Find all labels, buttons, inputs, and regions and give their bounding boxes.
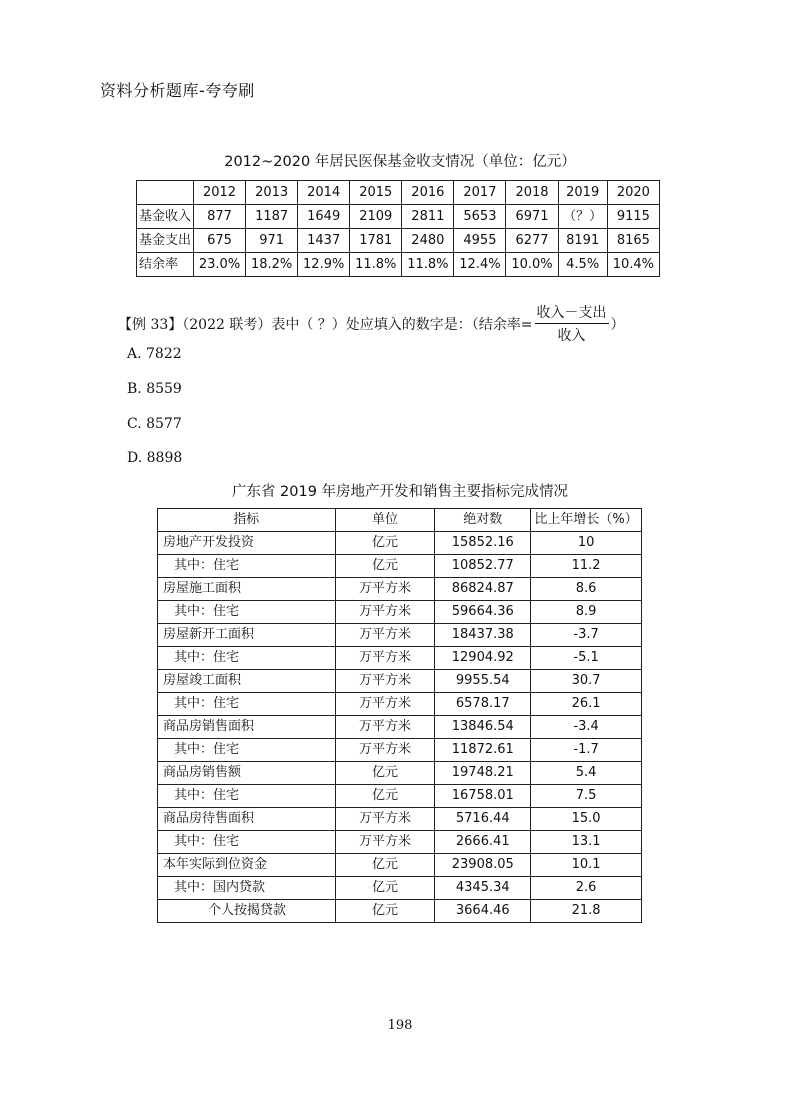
table-row	[158, 647, 642, 670]
growth-cell: 8.9	[531, 601, 642, 624]
unit-cell: 亿元	[335, 877, 435, 900]
unit-cell: 亿元	[335, 785, 435, 808]
absolute-value-cell: 6578.17	[435, 693, 531, 716]
table-row	[158, 808, 642, 831]
absolute-value-cell: 4345.34	[435, 877, 531, 900]
page-header: 资料分析题库-夸夸刷	[100, 81, 255, 100]
growth-cell: -3.7	[531, 624, 642, 647]
table-cell: 8191	[558, 229, 607, 253]
unit-cell: 亿元	[335, 900, 435, 923]
indicator-name: 房屋竣工面积	[158, 670, 336, 693]
absolute-value-cell: 10852.77	[435, 555, 531, 578]
growth-cell: 2.6	[531, 877, 642, 900]
absolute-value-cell: 59664.36	[435, 601, 531, 624]
growth-cell: 10	[531, 532, 642, 555]
absolute-value-cell: 18437.38	[435, 624, 531, 647]
indicator-name: 其中：住宅	[158, 739, 336, 762]
fraction-denominator: 收入	[557, 328, 586, 344]
growth-cell: 15.0	[531, 808, 642, 831]
table-cell: 877	[194, 205, 246, 229]
table-cell: （？）	[558, 205, 607, 229]
row-label: 结余率	[137, 253, 194, 277]
column-header: 指标	[158, 509, 336, 532]
table-cell: 10.0%	[506, 253, 558, 277]
unit-cell: 万平方米	[335, 739, 435, 762]
column-header: 比上年增长（%）	[531, 509, 642, 532]
indicator-name: 房屋新开工面积	[158, 624, 336, 647]
absolute-value-cell: 16758.01	[435, 785, 531, 808]
table-row	[158, 624, 642, 647]
column-header: 绝对数	[435, 509, 531, 532]
growth-cell: 11.2	[531, 555, 642, 578]
table1-year-header: 2013	[246, 181, 298, 205]
table1-year-header: 2014	[298, 181, 350, 205]
table-cell: 8165	[607, 229, 659, 253]
table-cell: 18.2%	[246, 253, 298, 277]
absolute-value-cell: 13846.54	[435, 716, 531, 739]
unit-cell: 万平方米	[335, 670, 435, 693]
question-suffix: ）	[610, 316, 625, 333]
absolute-value-cell: 86824.87	[435, 578, 531, 601]
table-row	[158, 739, 642, 762]
growth-cell: 5.4	[531, 762, 642, 785]
page-number: 198	[387, 1018, 413, 1033]
table-cell: 12.4%	[454, 253, 506, 277]
absolute-value-cell: 12904.92	[435, 647, 531, 670]
table-cell: 12.9%	[298, 253, 350, 277]
table-row	[158, 670, 642, 693]
option-c: C. 8577	[127, 416, 182, 432]
growth-cell: 26.1	[531, 693, 642, 716]
indicator-name: 房地产开发投资	[158, 532, 336, 555]
unit-cell: 亿元	[335, 762, 435, 785]
unit-cell: 万平方米	[335, 647, 435, 670]
table2-title: 广东省 2019 年房地产开发和销售主要指标完成情况	[231, 484, 569, 500]
table-row	[158, 831, 642, 854]
unit-cell: 亿元	[335, 555, 435, 578]
unit-cell: 万平方米	[335, 831, 435, 854]
table-row	[158, 785, 642, 808]
table-cell: 2480	[402, 229, 454, 253]
indicator-name: 其中：住宅	[158, 555, 336, 578]
row-label: 基金支出	[137, 229, 194, 253]
table-cell: 1437	[298, 229, 350, 253]
option-b: B. 8559	[127, 381, 182, 397]
unit-cell: 万平方米	[335, 578, 435, 601]
table1-title: 2012~2020 年居民医保基金收支情况（单位：亿元）	[224, 154, 576, 170]
growth-cell: -5.1	[531, 647, 642, 670]
table-cell: 4955	[454, 229, 506, 253]
table-cell: 5653	[454, 205, 506, 229]
indicator-name: 其中：住宅	[158, 601, 336, 624]
table1-year-header: 2016	[402, 181, 454, 205]
table-cell: 2811	[402, 205, 454, 229]
growth-cell: 21.8	[531, 900, 642, 923]
unit-cell: 亿元	[335, 854, 435, 877]
absolute-value-cell: 23908.05	[435, 854, 531, 877]
table-cell: 1649	[298, 205, 350, 229]
question-prefix: 【例 33】（2022 联考）表中（ ？）处应填入的数字是：（结余率=	[118, 316, 533, 333]
absolute-value-cell: 19748.21	[435, 762, 531, 785]
indicator-name: 其中：住宅	[158, 693, 336, 716]
absolute-value-cell: 2666.41	[435, 831, 531, 854]
row-label: 基金收入	[137, 205, 194, 229]
fraction-numerator: 收入－支出	[535, 302, 609, 324]
table1-year-header: 2017	[454, 181, 506, 205]
growth-cell: 13.1	[531, 831, 642, 854]
indicator-name: 其中：住宅	[158, 785, 336, 808]
growth-cell: 10.1	[531, 854, 642, 877]
growth-cell: -3.4	[531, 716, 642, 739]
table-cell: 11.8%	[402, 253, 454, 277]
unit-cell: 万平方米	[335, 716, 435, 739]
unit-cell: 万平方米	[335, 808, 435, 831]
absolute-value-cell: 5716.44	[435, 808, 531, 831]
absolute-value-cell: 15852.16	[435, 532, 531, 555]
table1-corner-cell	[137, 181, 194, 205]
unit-cell: 亿元	[335, 532, 435, 555]
table-cell: 675	[194, 229, 246, 253]
indicator-name: 其中：国内贷款	[158, 877, 336, 900]
table-cell: 9115	[607, 205, 659, 229]
table1-year-header: 2019	[558, 181, 607, 205]
table-row	[158, 762, 642, 785]
table-cell: 1187	[246, 205, 298, 229]
table-row	[158, 601, 642, 624]
table-cell: 4.5%	[558, 253, 607, 277]
table-row	[158, 716, 642, 739]
table-cell: 971	[246, 229, 298, 253]
table1-year-header: 2012	[194, 181, 246, 205]
absolute-value-cell: 3664.46	[435, 900, 531, 923]
indicator-name: 个人按揭贷款	[158, 900, 336, 923]
indicator-name: 商品房待售面积	[158, 808, 336, 831]
option-d: D. 8898	[127, 450, 183, 466]
table-cell: 23.0%	[194, 253, 246, 277]
indicator-name: 房屋施工面积	[158, 578, 336, 601]
table-row	[137, 229, 660, 253]
table-row	[137, 205, 660, 229]
growth-cell: 8.6	[531, 578, 642, 601]
table2-header-row	[158, 509, 642, 532]
absolute-value-cell: 9955.54	[435, 670, 531, 693]
absolute-value-cell: 11872.61	[435, 739, 531, 762]
table-row	[158, 854, 642, 877]
table-row	[158, 578, 642, 601]
table-cell: 6277	[506, 229, 558, 253]
growth-cell: 30.7	[531, 670, 642, 693]
indicator-name: 其中：住宅	[158, 647, 336, 670]
indicator-name: 其中：住宅	[158, 831, 336, 854]
table-cell: 2109	[350, 205, 402, 229]
real-estate-table	[157, 508, 642, 923]
table-row	[158, 877, 642, 900]
table1-year-header: 2018	[506, 181, 558, 205]
table-row	[158, 532, 642, 555]
table-row	[158, 900, 642, 923]
formula-fraction	[535, 302, 609, 345]
growth-cell: 7.5	[531, 785, 642, 808]
table-row	[158, 693, 642, 716]
question-text	[118, 302, 625, 345]
unit-cell: 万平方米	[335, 693, 435, 716]
table-cell: 11.8%	[350, 253, 402, 277]
table1-header-row	[137, 181, 660, 205]
medical-insurance-table	[136, 180, 660, 277]
table1-year-header: 2015	[350, 181, 402, 205]
table-cell: 10.4%	[607, 253, 659, 277]
table-cell: 6971	[506, 205, 558, 229]
growth-cell: -1.7	[531, 739, 642, 762]
option-a: A. 7822	[127, 346, 182, 362]
indicator-name: 本年实际到位资金	[158, 854, 336, 877]
table1-year-header: 2020	[607, 181, 659, 205]
unit-cell: 万平方米	[335, 624, 435, 647]
table-cell: 1781	[350, 229, 402, 253]
column-header: 单位	[335, 509, 435, 532]
table-row	[158, 555, 642, 578]
indicator-name: 商品房销售面积	[158, 716, 336, 739]
unit-cell: 万平方米	[335, 601, 435, 624]
table-row	[137, 253, 660, 277]
indicator-name: 商品房销售额	[158, 762, 336, 785]
